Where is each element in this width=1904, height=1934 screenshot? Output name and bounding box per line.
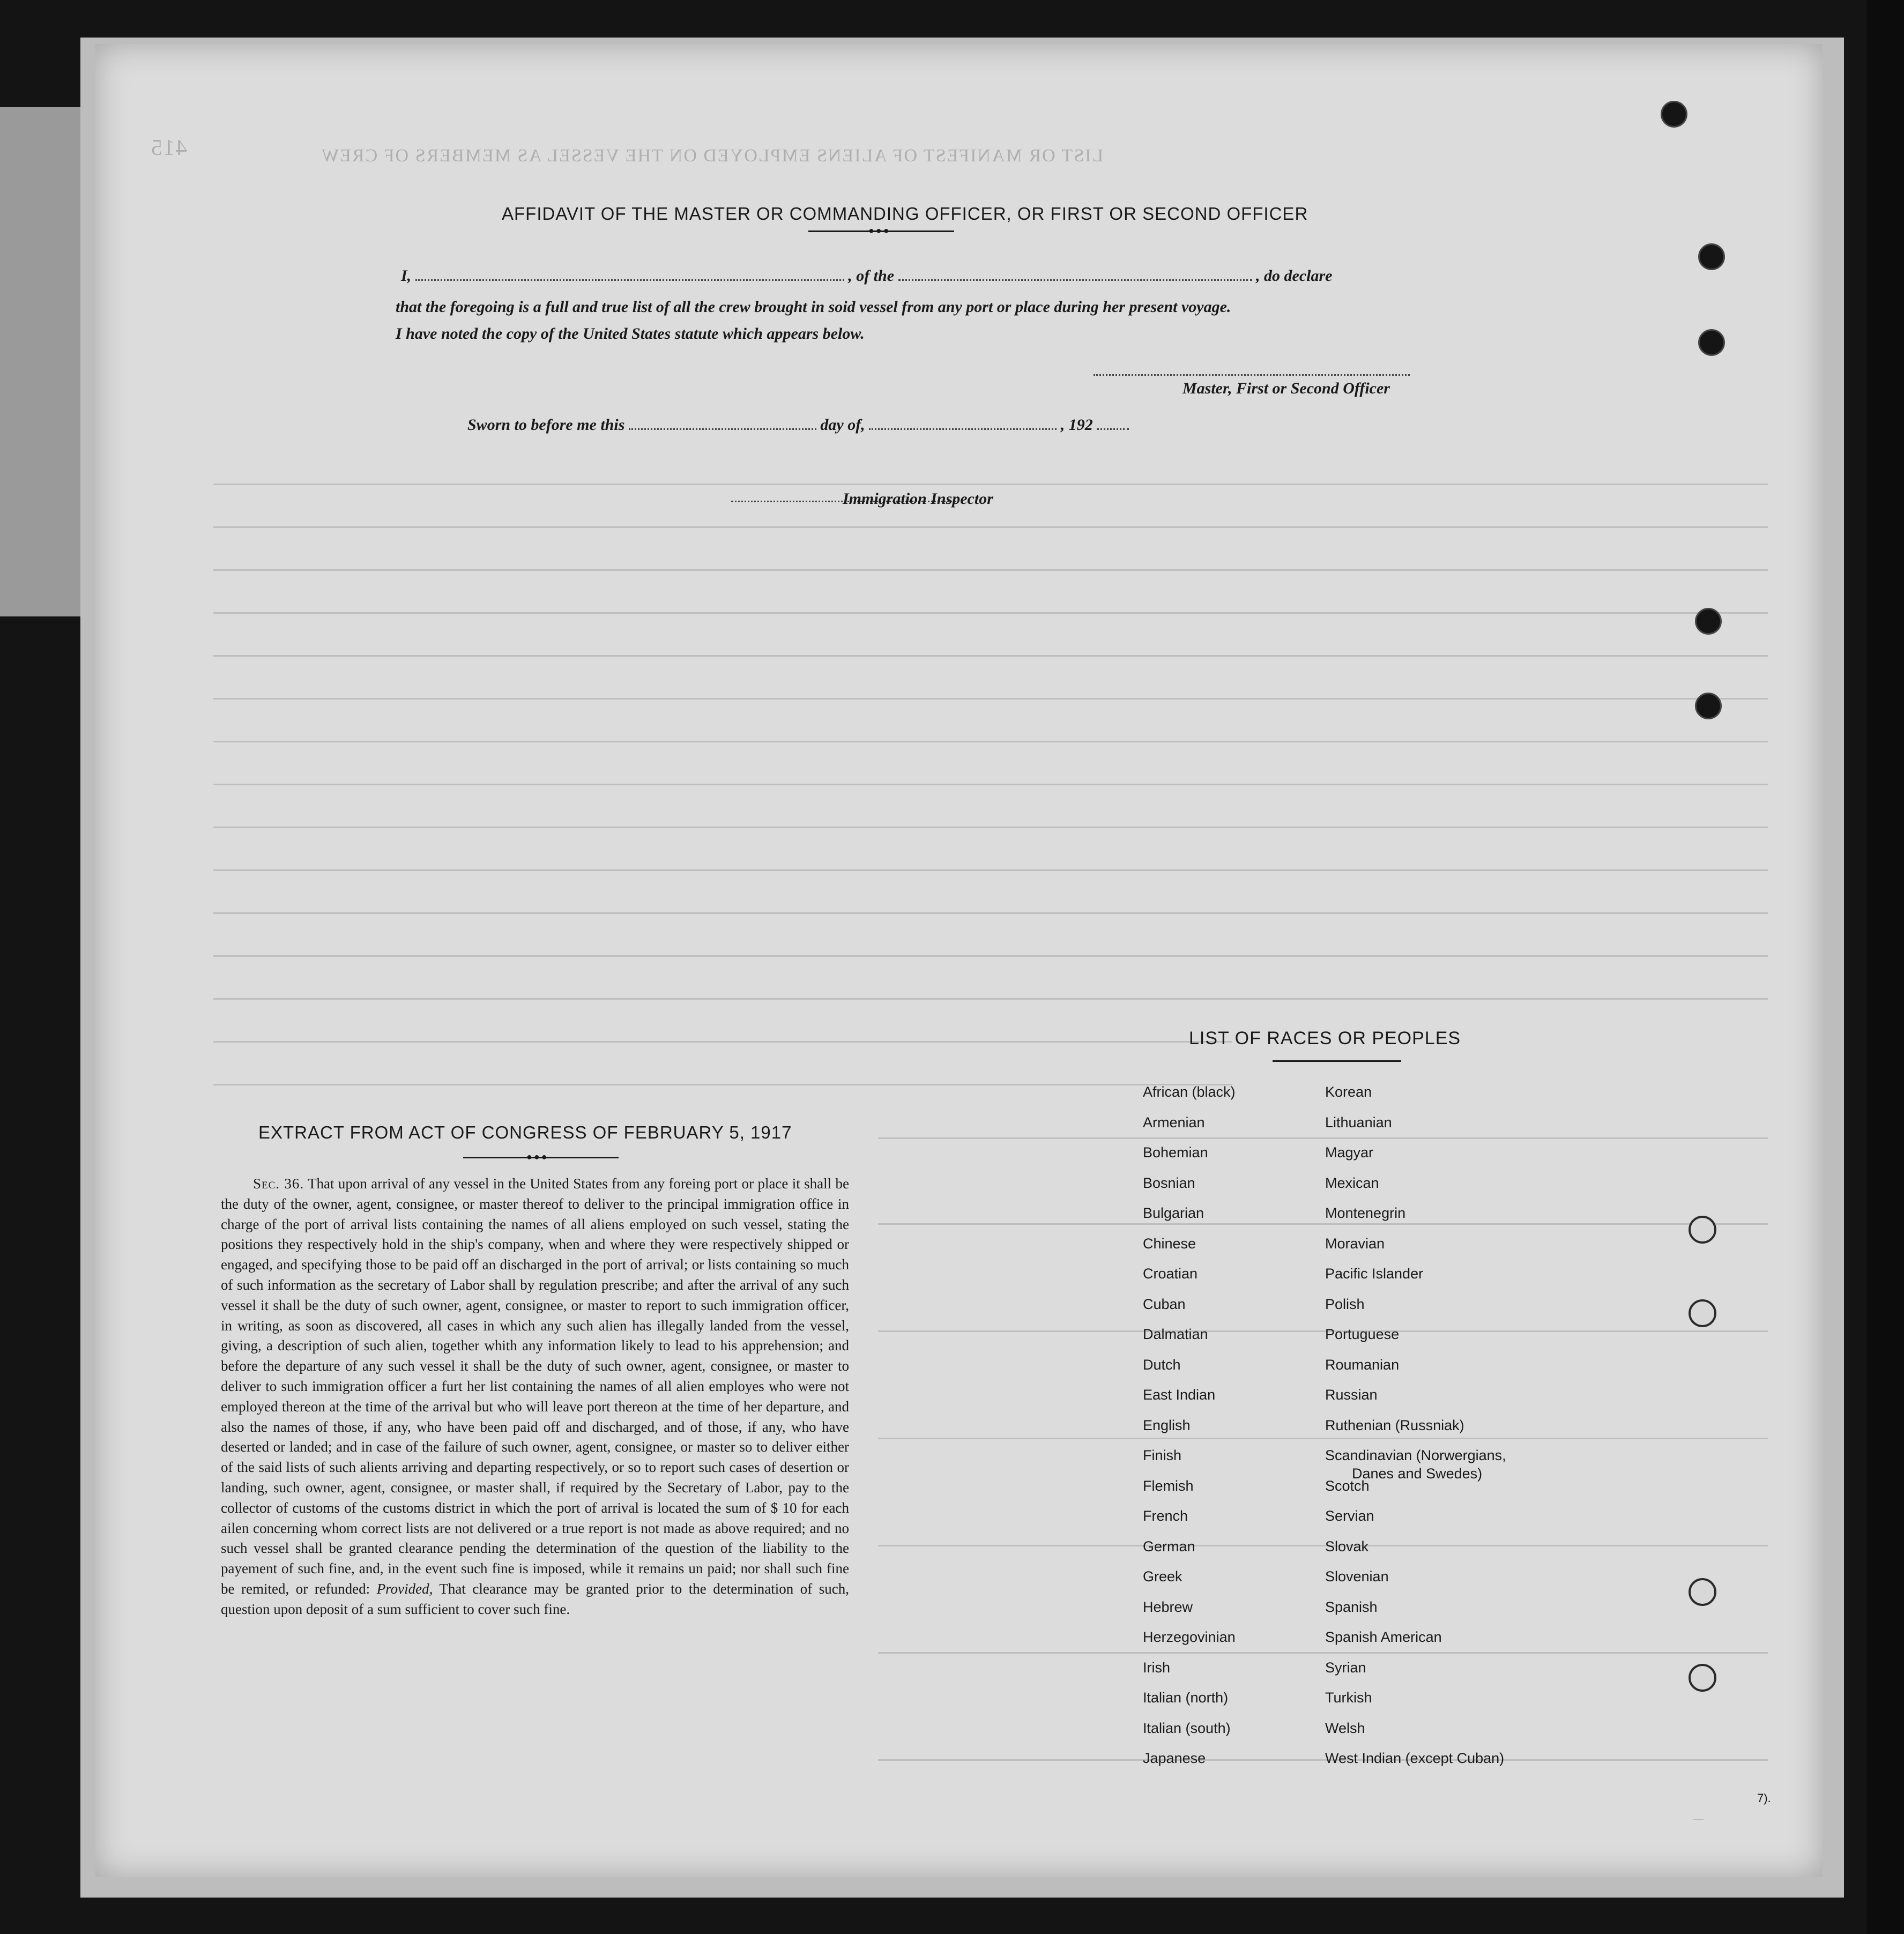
bleed-through-page-number: 415 [150, 136, 187, 160]
sworn-year-label: , 192 [1060, 416, 1093, 434]
race-item: Dutch [1143, 1356, 1181, 1373]
ghost-row [878, 1652, 1768, 1654]
race-item: Dalmatian [1143, 1326, 1208, 1342]
race-item: Hebrew [1143, 1598, 1193, 1615]
race-item: Russian [1325, 1387, 1378, 1403]
ghost-row [213, 784, 1768, 785]
sworn-label: Sworn to before me this [467, 416, 625, 434]
punch-hole [1689, 1664, 1716, 1692]
master-signature-field[interactable] [1094, 365, 1410, 376]
race-item: Flemish [1143, 1477, 1194, 1494]
race-item: Magyar [1325, 1144, 1374, 1161]
affidavit-title: AFFIDAVIT OF THE MASTER OR COMMANDING OFFICER, OR FIRST OR SECOND OFFICER [502, 204, 1308, 224]
ghost-row [213, 484, 1768, 485]
ghost-row [213, 912, 1768, 914]
inspector-label: Immigration Inspector [843, 490, 993, 508]
section-number: Sec. 36. [253, 1176, 304, 1192]
right-dark-border [1866, 0, 1904, 1934]
affidavit-divider-dots: ●●● [868, 225, 891, 236]
extract-section-text [221, 1174, 849, 1620]
ghost-row [878, 1545, 1768, 1546]
ghost-row [213, 612, 1768, 614]
race-item: Slovenian [1325, 1568, 1389, 1585]
extract-title: EXTRACT FROM ACT OF CONGRESS OF FEBRUARY 5, 1917 [258, 1122, 792, 1142]
ghost-row [213, 1084, 1232, 1085]
ghost-row [878, 1223, 1768, 1225]
section-body: That upon arrival of any vessel in the United States from any foreing port or place it shall be the duty of the owner, agent, consignee, or master thereof to deliver to the principal immigration office in charge of the port of arrival lists containing the names of all aliens employed on such vessel, stating the positions they respectively hold in the ship's company, when and where they were respectively shipped or engaged, and specifying those to be paid off an discharged in the port of arrival; or lists containing so much of such information as the secretary of Labor shall by regulation prescribe; and after the arrival of any such vessel it shall be the duty of such owner, agent, consignee, or master to report to such immigration officer, in writing, as soon as discovered, all cases in which any such alien has illegally landed from the vessel, giving, a description of such alien, together whith any information likely to lead to his apprehension; and before the departure of any such vessel it shall be the duty of such owner, agent, consignee, or master to deliver to such immigration officer a furt her list containing the names of all alien employes who were not employed thereon at the time of the arrival but who will leave port thereon at the time of her departure, and also the names of those, if any, who have been paid off and discharged, and of those, if any, who have deserted or landed; and in case of the failure of such owner, agent, consignee, or master so to deliver either of the said lists of such alients arriving and departing respectively, or so to report such cases of desertion or landing, such owner, agent, consignee, or master shall, if required by the Secretary of Labor, pay to the collector of customs of the customs district in which the port of arrival is located the sum of $ 10 for each ailen concerning whom correct lists are not delivered or a true report is not made as above required; and no such vessel shall be granted clearance pending the determination of the question of the liability to the payement of such fine, and, in the event such fine is imposed, while it remains un paid; nor shall such fine be remited, or refunded: [221, 1176, 849, 1597]
vessel-label: , of the [848, 267, 895, 285]
punch-hole [1689, 1299, 1716, 1327]
race-item: German [1143, 1538, 1195, 1554]
race-item: Italian (north) [1143, 1690, 1229, 1706]
ghost-row [213, 741, 1768, 742]
punch-hole [1698, 329, 1725, 356]
section-body-end: That clearance may be granted prior to the determination of such, question upon deposit of a sum sufficient to cover such fine. [221, 1580, 849, 1617]
race-item: Slovak [1325, 1538, 1369, 1554]
bleed-through-header: LIST OR MANIFEST OF ALIENS EMPLOYED ON THE VESSEL AS MEMBERS OF CREW [321, 146, 1104, 166]
ghost-row [878, 1759, 1768, 1761]
affidavit-declaration-line [401, 267, 1332, 285]
ghost-row [213, 998, 1768, 1000]
punch-hole [1689, 1578, 1716, 1606]
race-item: Bulgarian [1143, 1205, 1204, 1221]
ghost-row [213, 526, 1768, 528]
sworn-year-field[interactable] [1097, 419, 1129, 430]
ghost-row [878, 1330, 1768, 1332]
ghost-row [213, 1041, 1232, 1043]
vessel-name-field[interactable] [898, 270, 1252, 281]
race-item: West Indian (except Cuban) [1325, 1750, 1505, 1766]
race-item: Irish [1143, 1659, 1171, 1676]
race-item: Mexican [1325, 1174, 1379, 1191]
race-item-text-continuation: Danes and Swedes) [1352, 1466, 1483, 1482]
race-item: Montenegrin [1325, 1205, 1406, 1221]
ghost-row [878, 1137, 1768, 1139]
ghost-row [213, 698, 1768, 700]
races-title: LIST OF RACES OR PEOPLES [1189, 1028, 1461, 1048]
extract-divider-dots: ●●● [526, 1151, 549, 1162]
race-item-text: Scandinavian (Norwergians, [1325, 1447, 1506, 1463]
races-divider [1273, 1060, 1401, 1062]
race-item: Bosnian [1143, 1174, 1195, 1191]
races-left-column [1143, 1083, 1236, 1780]
race-item: Servian [1325, 1508, 1374, 1524]
race-item [1325, 1446, 1506, 1482]
race-item: Armenian [1143, 1114, 1205, 1130]
affidavit-statement-line: that the foregoing is a full and true list of all the crew brought in soid vessel from any port or place during her present voyage. [396, 298, 1231, 316]
bleed-through-footer-mark: — [1693, 1813, 1704, 1825]
left-page-edge [0, 107, 80, 616]
race-item: Welsh [1325, 1720, 1365, 1736]
race-item: Herzegovinian [1143, 1629, 1236, 1645]
race-item: Greek [1143, 1568, 1182, 1585]
race-item: Polish [1325, 1296, 1365, 1312]
race-item: Pacific Islander [1325, 1266, 1424, 1282]
sworn-day-field[interactable] [629, 419, 816, 430]
race-item: French [1143, 1508, 1188, 1524]
race-item: Ruthenian (Russniak) [1325, 1417, 1464, 1433]
race-item: Spanish [1325, 1598, 1378, 1615]
race-item: Korean [1325, 1084, 1372, 1100]
race-item: English [1143, 1417, 1191, 1433]
race-item: Japanese [1143, 1750, 1206, 1766]
sworn-month-field[interactable] [869, 419, 1057, 430]
race-item: Spanish American [1325, 1629, 1442, 1645]
race-item: Scotch [1325, 1477, 1370, 1494]
punch-hole [1695, 693, 1722, 719]
race-item: Finish [1143, 1447, 1182, 1463]
punch-hole [1695, 608, 1722, 635]
race-item: Chinese [1143, 1235, 1196, 1252]
punch-hole [1689, 1216, 1716, 1244]
ghost-row [213, 869, 1768, 871]
ghost-row [213, 955, 1768, 957]
race-item: Portuguese [1325, 1326, 1400, 1342]
race-item: Italian (south) [1143, 1720, 1231, 1736]
ghost-row [213, 569, 1768, 571]
race-item: Bohemian [1143, 1144, 1208, 1161]
race-item: African (black) [1143, 1084, 1236, 1100]
declarant-name-field[interactable] [415, 270, 844, 281]
ghost-row [878, 1438, 1768, 1439]
provided-word: Provided, [376, 1580, 433, 1597]
race-item: Lithuanian [1325, 1114, 1392, 1130]
master-signature-label: Master, First or Second Officer [1182, 380, 1390, 397]
punch-hole [1698, 243, 1725, 270]
race-item: Roumanian [1325, 1356, 1400, 1373]
race-item: East Indian [1143, 1387, 1216, 1403]
race-item: Moravian [1325, 1235, 1385, 1252]
races-right-column [1325, 1083, 1506, 1780]
sworn-line [467, 416, 1129, 434]
race-item: Cuban [1143, 1296, 1186, 1312]
corner-text: 7). [1757, 1791, 1771, 1805]
race-item: Syrian [1325, 1659, 1366, 1676]
race-item: Croatian [1143, 1266, 1198, 1282]
affidavit-statute-line: I have noted the copy of the United States statute which appears below. [396, 325, 865, 343]
ghost-row [213, 655, 1768, 657]
ghost-row [213, 827, 1768, 828]
race-item: Turkish [1325, 1690, 1372, 1706]
declare-label: , do declare [1256, 267, 1333, 285]
declarant-label: I, [401, 267, 412, 285]
punch-hole [1661, 101, 1687, 128]
sworn-day-label: day of, [820, 416, 865, 434]
